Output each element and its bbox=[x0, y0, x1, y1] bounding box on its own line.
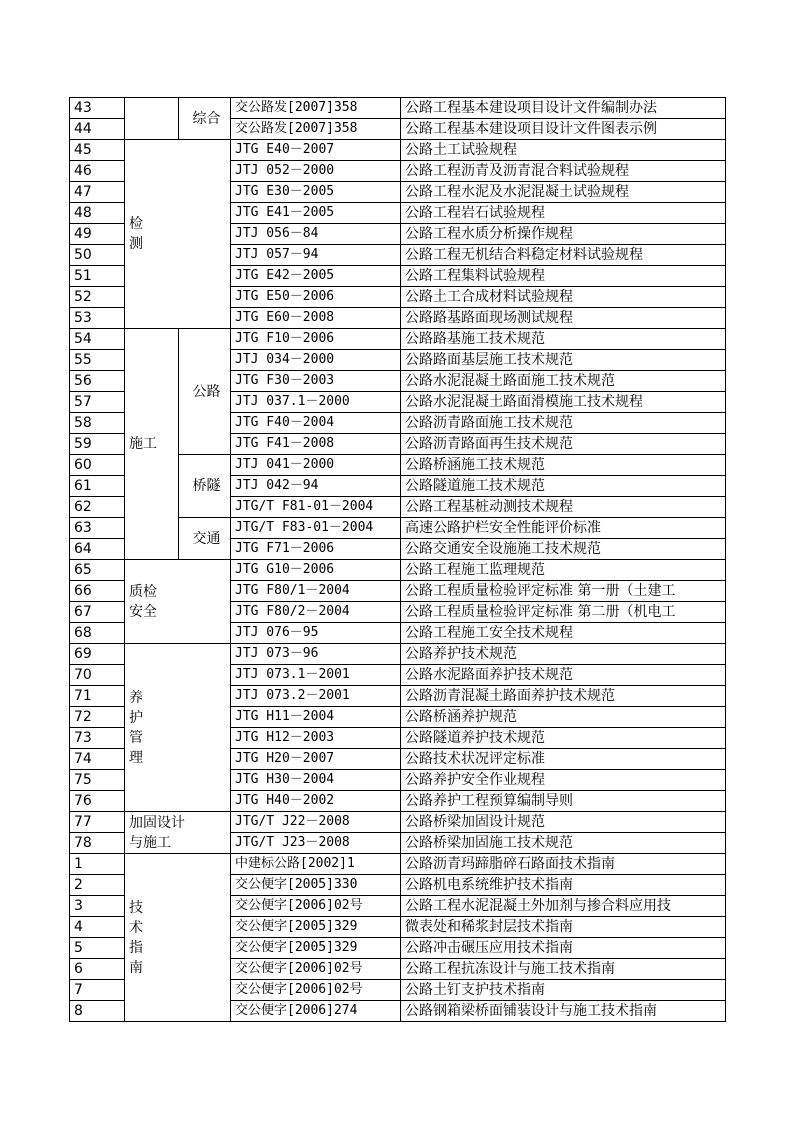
row-number: 2 bbox=[70, 875, 125, 896]
row-number: 68 bbox=[70, 623, 125, 644]
standard-code: 中建标公路[2002]1 bbox=[231, 854, 401, 875]
standard-code: JTG E42－2005 bbox=[231, 266, 401, 287]
standard-title: 公路水泥路面养护技术规范 bbox=[401, 665, 726, 686]
standard-title: 公路沥青路面施工技术规范 bbox=[401, 413, 726, 434]
row-number: 53 bbox=[70, 308, 125, 329]
standard-title: 公路养护技术规范 bbox=[401, 644, 726, 665]
category-maintenance-text: 养 bbox=[129, 689, 143, 706]
standard-code: 交公便字[2006]02号 bbox=[231, 959, 401, 980]
row-number: 5 bbox=[70, 938, 125, 959]
row-number: 71 bbox=[70, 686, 125, 707]
standard-title: 公路土工合成材料试验规程 bbox=[401, 287, 726, 308]
standard-title: 公路工程水泥及水泥混凝土试验规程 bbox=[401, 182, 726, 203]
standard-code: JTJ 042－94 bbox=[231, 476, 401, 497]
row-number: 43 bbox=[70, 98, 125, 119]
standard-title: 公路养护工程预算编制导则 bbox=[401, 791, 726, 812]
standard-code: 交公便字[2005]329 bbox=[231, 917, 401, 938]
row-number: 58 bbox=[70, 413, 125, 434]
standard-code: JTG H11－2004 bbox=[231, 707, 401, 728]
standard-code: JTG H30－2004 bbox=[231, 770, 401, 791]
category-testing-text: 测 bbox=[129, 236, 143, 252]
row-number: 4 bbox=[70, 917, 125, 938]
standard-code: JTG/T F83-01－2004 bbox=[231, 518, 401, 539]
row-number: 76 bbox=[70, 791, 125, 812]
standard-code: 交公路发[2007]358 bbox=[231, 119, 401, 140]
standard-code: 交公便字[2006]274 bbox=[231, 1001, 401, 1022]
category-quality-safety-text: 安全 bbox=[129, 603, 157, 620]
standard-title: 公路土钉支护技术指南 bbox=[401, 980, 726, 1001]
standard-code: JTG H40－2002 bbox=[231, 791, 401, 812]
standard-code: JTJ 056－84 bbox=[231, 224, 401, 245]
category-testing-text: 检 bbox=[129, 216, 143, 232]
table-row bbox=[70, 812, 726, 833]
standard-code: JTJ 034－2000 bbox=[231, 350, 401, 371]
standard-code: JTG/T J23－2008 bbox=[231, 833, 401, 854]
standard-code: JTJ 073.1－2001 bbox=[231, 665, 401, 686]
standard-code: JTG F80/1－2004 bbox=[231, 581, 401, 602]
standard-title: 公路工程基本建设项目设计文件编制办法 bbox=[401, 98, 726, 119]
table-row bbox=[70, 140, 726, 161]
standard-code: JTG E40－2007 bbox=[231, 140, 401, 161]
standard-code: 交公便字[2006]02号 bbox=[231, 896, 401, 917]
row-number: 64 bbox=[70, 539, 125, 560]
table-row bbox=[70, 98, 726, 119]
standard-title: 公路工程质量检验评定标准 第一册（土建工 bbox=[401, 581, 726, 602]
standard-title: 公路工程岩石试验规程 bbox=[401, 203, 726, 224]
standard-title: 公路工程水质分析操作规程 bbox=[401, 224, 726, 245]
standard-code: JTG H20－2007 bbox=[231, 749, 401, 770]
standard-title: 公路桥梁加固设计规范 bbox=[401, 812, 726, 833]
row-number: 7 bbox=[70, 980, 125, 1001]
standard-code: 交公便字[2006]02号 bbox=[231, 980, 401, 1001]
category-maintenance-text: 护 bbox=[129, 709, 143, 726]
row-number: 72 bbox=[70, 707, 125, 728]
row-number: 3 bbox=[70, 896, 125, 917]
standard-title: 公路工程施工监理规范 bbox=[401, 560, 726, 581]
standard-title: 公路工程抗冻设计与施工技术指南 bbox=[401, 959, 726, 980]
row-number: 54 bbox=[70, 329, 125, 350]
standard-title: 公路机电系统维护技术指南 bbox=[401, 875, 726, 896]
standard-title: 公路路面基层施工技术规范 bbox=[401, 350, 726, 371]
standard-title: 公路工程基本建设项目设计文件图表示例 bbox=[401, 119, 726, 140]
standard-title: 公路土工试验规程 bbox=[401, 140, 726, 161]
standard-title: 公路路基路面现场测试规程 bbox=[401, 308, 726, 329]
standard-title: 公路桥梁加固施工技术规范 bbox=[401, 833, 726, 854]
category-empty-cell bbox=[125, 98, 179, 140]
standard-title: 公路工程水泥混凝土外加剂与掺合料应用技 bbox=[401, 896, 726, 917]
subcategory-bridge-tunnel: 桥隧 bbox=[179, 455, 231, 518]
standard-title: 公路沥青混凝土路面养护技术规范 bbox=[401, 686, 726, 707]
standards-table-body bbox=[70, 98, 726, 1022]
standard-title: 高速公路护栏安全性能评价标准 bbox=[401, 518, 726, 539]
standard-code: JTG/T F81-01－2004 bbox=[231, 497, 401, 518]
row-number: 61 bbox=[70, 476, 125, 497]
row-number: 62 bbox=[70, 497, 125, 518]
row-number: 56 bbox=[70, 371, 125, 392]
category-construction: 施工 bbox=[125, 329, 179, 560]
category-reinforcement bbox=[125, 812, 231, 854]
category-reinforcement-text: 加固设计 bbox=[129, 814, 185, 831]
category-quality-safety bbox=[125, 560, 231, 644]
row-number: 75 bbox=[70, 770, 125, 791]
row-number: 55 bbox=[70, 350, 125, 371]
row-number: 70 bbox=[70, 665, 125, 686]
standard-code: JTJ 057－94 bbox=[231, 245, 401, 266]
row-number: 46 bbox=[70, 161, 125, 182]
standard-code: JTG F10－2006 bbox=[231, 329, 401, 350]
standard-code: JTJ 037.1－2000 bbox=[231, 392, 401, 413]
row-number: 67 bbox=[70, 602, 125, 623]
row-number: 45 bbox=[70, 140, 125, 161]
table-row bbox=[70, 644, 726, 665]
table-row bbox=[70, 329, 726, 350]
row-number: 63 bbox=[70, 518, 125, 539]
row-number: 51 bbox=[70, 266, 125, 287]
row-number: 44 bbox=[70, 119, 125, 140]
standard-code: 交公便字[2005]330 bbox=[231, 875, 401, 896]
category-testing bbox=[125, 140, 231, 329]
category-technical-guide bbox=[125, 854, 231, 1022]
standard-title: 公路技术状况评定标准 bbox=[401, 749, 726, 770]
row-number: 60 bbox=[70, 455, 125, 476]
category-quality-safety-text: 质检 bbox=[129, 583, 157, 600]
standard-code: JTG E30－2005 bbox=[231, 182, 401, 203]
standard-code: JTG F30－2003 bbox=[231, 371, 401, 392]
standard-title: 微表处和稀浆封层技术指南 bbox=[401, 917, 726, 938]
row-number: 73 bbox=[70, 728, 125, 749]
subcategory-comprehensive: 综合 bbox=[179, 98, 231, 140]
category-technical-guide-text: 南 bbox=[129, 959, 143, 976]
category-maintenance bbox=[125, 644, 231, 812]
standard-code: JTJ 073.2－2001 bbox=[231, 686, 401, 707]
standard-title: 公路沥青路面再生技术规范 bbox=[401, 434, 726, 455]
row-number: 69 bbox=[70, 644, 125, 665]
standard-title: 公路沥青玛蹄脂碎石路面技术指南 bbox=[401, 854, 726, 875]
row-number: 8 bbox=[70, 1001, 125, 1022]
standard-title: 公路工程无机结合料稳定材料试验规程 bbox=[401, 245, 726, 266]
standard-code: JTG H12－2003 bbox=[231, 728, 401, 749]
standard-title: 公路钢箱梁桥面铺装设计与施工技术指南 bbox=[401, 1001, 726, 1022]
standard-title: 公路工程集料试验规程 bbox=[401, 266, 726, 287]
standard-title: 公路隧道施工技术规范 bbox=[401, 476, 726, 497]
standard-title: 公路桥涵养护规范 bbox=[401, 707, 726, 728]
standard-code: JTG F71－2006 bbox=[231, 539, 401, 560]
subcategory-traffic: 交通 bbox=[179, 518, 231, 560]
standard-title: 公路交通安全设施施工技术规范 bbox=[401, 539, 726, 560]
standard-code: JTG F80/2－2004 bbox=[231, 602, 401, 623]
subcategory-road: 公路 bbox=[179, 329, 231, 455]
category-maintenance-text: 管 bbox=[129, 729, 143, 746]
row-number: 74 bbox=[70, 749, 125, 770]
row-number: 78 bbox=[70, 833, 125, 854]
standard-code: JTG F40－2004 bbox=[231, 413, 401, 434]
standard-title: 公路工程施工安全技术规程 bbox=[401, 623, 726, 644]
standard-code: JTG/T J22－2008 bbox=[231, 812, 401, 833]
row-number: 47 bbox=[70, 182, 125, 203]
row-number: 66 bbox=[70, 581, 125, 602]
row-number: 1 bbox=[70, 854, 125, 875]
standard-code: JTG F41－2008 bbox=[231, 434, 401, 455]
category-reinforcement-text: 与施工 bbox=[129, 834, 171, 851]
row-number: 48 bbox=[70, 203, 125, 224]
category-technical-guide-text: 术 bbox=[129, 919, 143, 936]
row-number: 49 bbox=[70, 224, 125, 245]
standard-code: JTJ 052－2000 bbox=[231, 161, 401, 182]
standard-code: JTG E41－2005 bbox=[231, 203, 401, 224]
standard-title: 公路工程基桩动测技术规程 bbox=[401, 497, 726, 518]
row-number: 77 bbox=[70, 812, 125, 833]
category-technical-guide-text: 指 bbox=[129, 939, 143, 956]
standard-code: JTG G10－2006 bbox=[231, 560, 401, 581]
standard-code: JTJ 076－95 bbox=[231, 623, 401, 644]
standard-code: JTJ 073－96 bbox=[231, 644, 401, 665]
standard-title: 公路养护安全作业规程 bbox=[401, 770, 726, 791]
category-technical-guide-text: 技 bbox=[129, 899, 143, 916]
standard-title: 公路工程质量检验评定标准 第二册（机电工 bbox=[401, 602, 726, 623]
standard-code: JTG E60－2008 bbox=[231, 308, 401, 329]
standard-code: 交公路发[2007]358 bbox=[231, 98, 401, 119]
row-number: 59 bbox=[70, 434, 125, 455]
category-maintenance-text: 理 bbox=[129, 749, 143, 766]
table-row bbox=[70, 854, 726, 875]
row-number: 52 bbox=[70, 287, 125, 308]
standard-code: 交公便字[2005]329 bbox=[231, 938, 401, 959]
row-number: 65 bbox=[70, 560, 125, 581]
standard-code: JTJ 041－2000 bbox=[231, 455, 401, 476]
standard-title: 公路路基施工技术规范 bbox=[401, 329, 726, 350]
standard-title: 公路水泥混凝土路面滑模施工技术规程 bbox=[401, 392, 726, 413]
standard-title: 公路水泥混凝土路面施工技术规范 bbox=[401, 371, 726, 392]
row-number: 50 bbox=[70, 245, 125, 266]
standard-title: 公路桥涵施工技术规范 bbox=[401, 455, 726, 476]
standards-table bbox=[69, 97, 726, 1022]
row-number: 6 bbox=[70, 959, 125, 980]
standard-code: JTG E50－2006 bbox=[231, 287, 401, 308]
table-row bbox=[70, 560, 726, 581]
standard-title: 公路隧道养护技术规范 bbox=[401, 728, 726, 749]
standard-title: 公路冲击碾压应用技术指南 bbox=[401, 938, 726, 959]
standard-title: 公路工程沥青及沥青混合料试验规程 bbox=[401, 161, 726, 182]
row-number: 57 bbox=[70, 392, 125, 413]
